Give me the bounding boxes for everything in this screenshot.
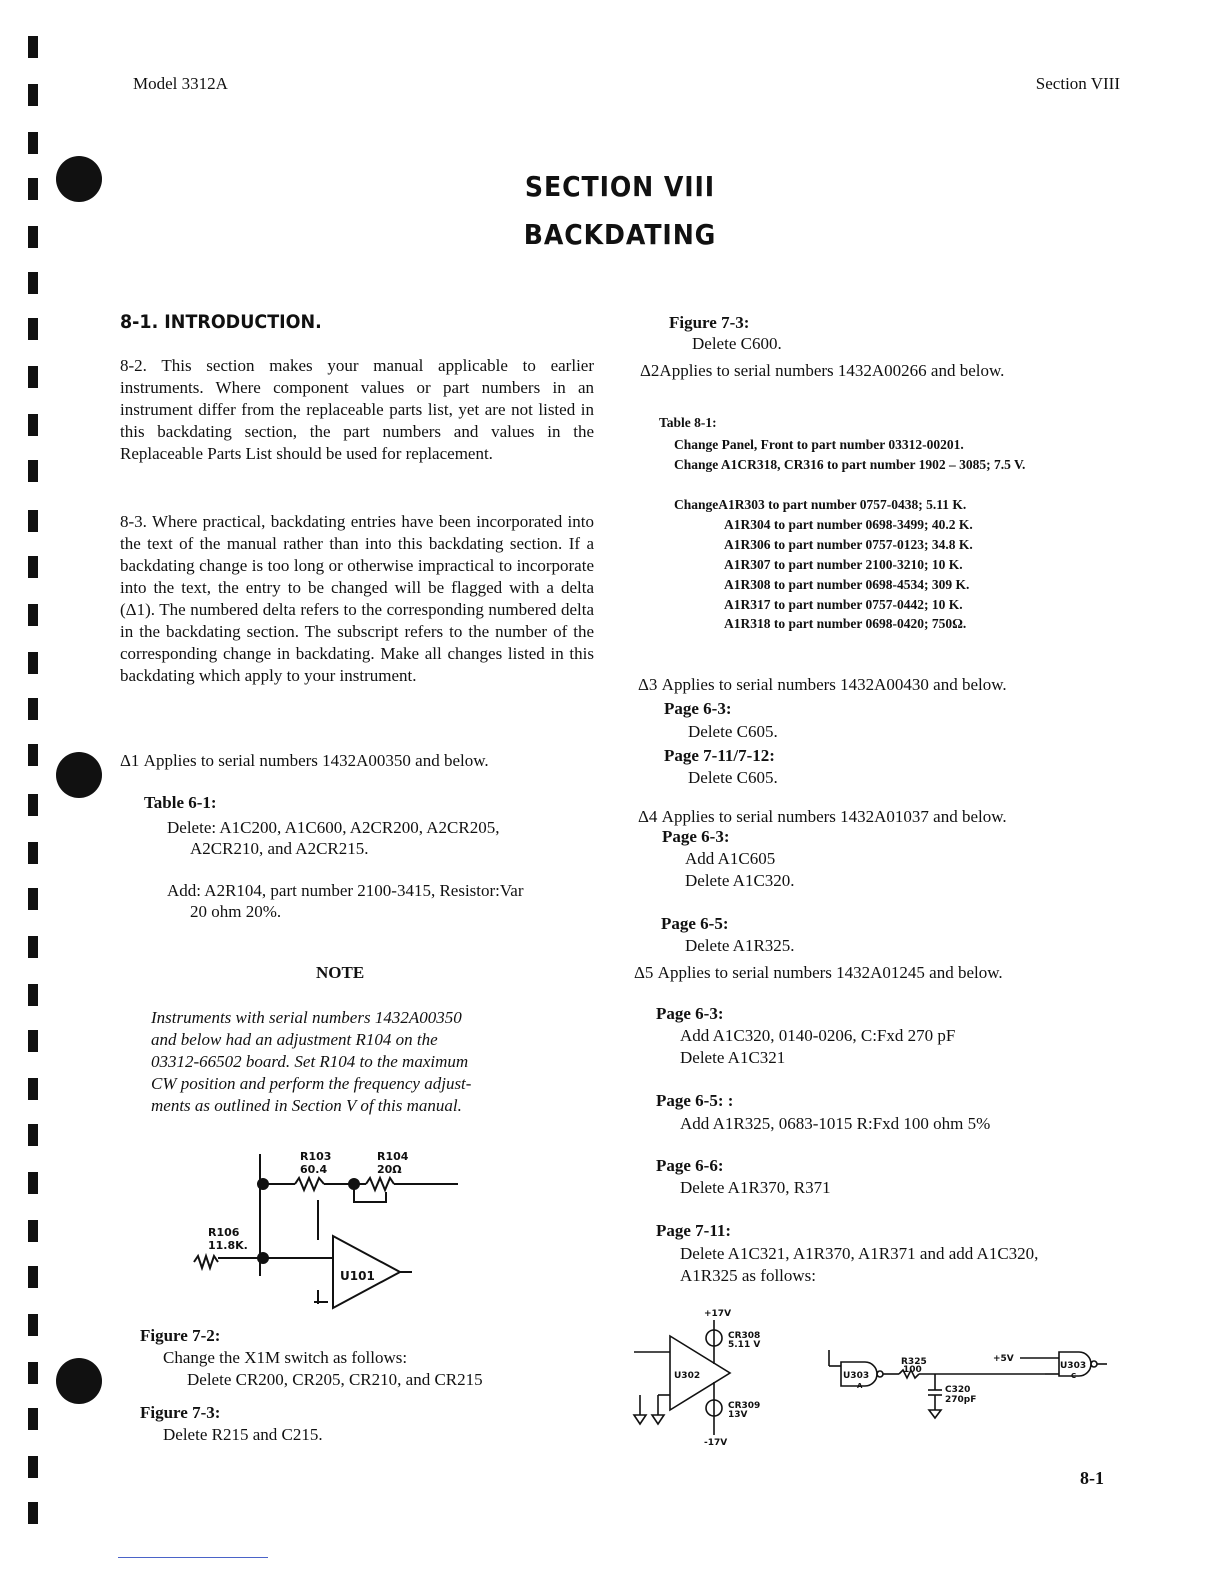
r325-value: 100: [903, 1365, 922, 1375]
punch-hole: [56, 156, 102, 202]
binder-mark: [28, 132, 38, 154]
u101-label: U101: [340, 1269, 375, 1283]
binder-mark: [28, 226, 38, 248]
binder-mark: [28, 652, 38, 674]
section-subtitle: BACKDATING: [523, 218, 717, 251]
cr309-value: 13V: [728, 1410, 748, 1420]
binder-mark: [28, 888, 38, 910]
delta5-page4-line: A1R325 as follows:: [680, 1266, 816, 1285]
delta3-page1: Page 6-3:: [664, 699, 732, 718]
header-section: Section VIII: [1035, 74, 1120, 93]
note-line: ments as outlined in Section V of this manual.: [151, 1096, 462, 1115]
binder-mark: [28, 510, 38, 532]
delta1-add-1: Add: A2R104, part number 2100-3415, Resistor:Var: [167, 881, 524, 900]
delta5-page1-line: Delete A1C321: [680, 1048, 786, 1067]
note-line: 03312-66502 board. Set R104 to the maximum: [151, 1052, 469, 1071]
delta4-page2: Page 6-5:: [661, 914, 729, 933]
delta1-delete-2: A2CR210, and A2CR215.: [190, 839, 369, 858]
binder-mark: [28, 318, 38, 340]
binder-mark: [28, 1078, 38, 1100]
delta2-applies: Δ2Applies to serial numbers 1432A00266 and below.: [640, 361, 1005, 380]
delta5-page4-line: Delete A1C321, A1R370, A1R371 and add A1C320,: [680, 1244, 1039, 1263]
delta5-page3: Page 6-6:: [656, 1156, 724, 1175]
binder-mark: [28, 698, 38, 720]
binder-mark: [28, 984, 38, 1006]
binder-mark: [28, 1172, 38, 1194]
c320-label: C320: [945, 1385, 971, 1395]
binder-mark: [28, 936, 38, 958]
cr308-value: 5.11 V: [728, 1340, 761, 1350]
delta2-line: Change Panel, Front to part number 03312-00201.: [674, 437, 964, 452]
note-line: and below had an adjustment R104 on the: [151, 1030, 438, 1049]
binder-mark: [28, 1266, 38, 1288]
plus17v-label: +17V: [704, 1309, 732, 1319]
binder-mark: [28, 1362, 38, 1384]
delta2-change-line: A1R318 to part number 0698-0420; 750Ω.: [724, 616, 967, 631]
delta4-page1-line: Delete A1C320.: [685, 871, 795, 890]
binder-mark: [28, 1124, 38, 1146]
delta1-delete-1: Delete: A1C200, A1C600, A2CR200, A2CR205,: [167, 818, 500, 837]
delta1-table-ref: Table 6-1:: [144, 793, 217, 812]
u302-schematic: [630, 1300, 780, 1460]
r106-label: R106: [208, 1226, 240, 1239]
binder-mark: [28, 794, 38, 816]
note-line: CW position and perform the frequency adjust-: [151, 1074, 472, 1093]
delta5-page2: Page 6-5: :: [656, 1091, 734, 1110]
u302-label: U302: [674, 1371, 701, 1381]
delta2-change-line: A1R307 to part number 2100-3210; 10 K.: [724, 557, 963, 572]
delta2-table-ref: Table 8-1:: [659, 415, 717, 430]
cr309-label: CR309: [728, 1401, 761, 1411]
note-line: Instruments with serial numbers 1432A00350: [151, 1008, 462, 1027]
binder-mark: [28, 272, 38, 294]
punch-hole: [56, 1358, 102, 1404]
binder-mark: [28, 604, 38, 626]
c320-value: 270pF: [945, 1395, 977, 1405]
intro-paragraph-2: 8-2. This section makes your manual applicable to earlier instruments. Where component values or part numbers in an instrument differ from the replaceable parts list, yet are not listed in this backdating section, the part numbers and values in the Replaceable Parts List should be used for replacement.: [120, 356, 594, 463]
binder-mark: [28, 414, 38, 436]
minus17v-label: -17V: [704, 1438, 728, 1448]
r104-value: 20Ω: [377, 1163, 402, 1176]
fig73a-line: Delete R215 and C215.: [163, 1425, 323, 1444]
delta1-applies: Δ1 Applies to serial numbers 1432A00350 and below.: [120, 751, 489, 770]
delta5-page1: Page 6-3:: [656, 1004, 724, 1023]
r104-label: R104: [377, 1150, 409, 1163]
binder-mark: [28, 1502, 38, 1524]
r104-schematic: [190, 1140, 480, 1320]
fig73a-ref: Figure 7-3:: [140, 1403, 221, 1422]
delta3-applies: Δ3 Applies to serial numbers 1432A00430 and below.: [638, 675, 1007, 694]
r106-value: 11.8K.: [208, 1239, 248, 1252]
delta5-page4: Page 7-11:: [656, 1221, 732, 1240]
delta4-page1: Page 6-3:: [662, 827, 730, 846]
fig73b-ref: Figure 7-3:: [669, 313, 750, 332]
intro-heading: 8-1. INTRODUCTION.: [120, 311, 322, 333]
binder-mark: [28, 556, 38, 578]
delta5-page1-line: Add A1C320, 0140-0206, C:Fxd 270 pF: [680, 1026, 956, 1045]
delta4-page1-line: Add A1C605: [685, 849, 776, 868]
r103-label: R103: [300, 1150, 332, 1163]
binder-mark: [28, 842, 38, 864]
delta5-applies: Δ5 Applies to serial numbers 1432A01245 and below.: [634, 963, 1003, 982]
delta2-change-line: A1R317 to part number 0757-0442; 10 K.: [724, 597, 963, 612]
binder-mark: [28, 460, 38, 482]
u303-schematic: [815, 1340, 1115, 1430]
page-number: 8-1: [1080, 1468, 1104, 1488]
delta2-change-line: A1R304 to part number 0698-3499; 40.2 K.: [724, 517, 973, 532]
plus5v-label: +5V: [993, 1354, 1014, 1364]
delta1-add-2: 20 ohm 20%.: [190, 902, 282, 921]
intro-paragraph-3: 8-3. Where practical, backdating entries have been incorporated into the text of the manual rather than into this backdating section. If a backdating change is too long or otherwise impractical to incorporate into the text, the entry to be changed will be flagged with a delta (Δ1). The numbered delta refers to the corresponding numbered delta in the backdating section. The subscript refers to the number of the corresponding change in backdating. Make all changes listed in this backdating which apply to your instrument.: [120, 512, 594, 685]
delta4-page2-line: Delete A1R325.: [685, 936, 795, 955]
fig72-line-1: Change the X1M switch as follows:: [163, 1348, 408, 1367]
section-title: SECTION VIII: [524, 170, 716, 203]
header-model: Model 3312A: [133, 74, 228, 93]
u303c-label: U303: [1060, 1361, 1087, 1371]
fig73b-line: Delete C600.: [692, 334, 782, 353]
binder-mark: [28, 744, 38, 766]
delta3-page2: Page 7-11/7-12:: [664, 746, 775, 765]
binder-mark: [28, 36, 38, 58]
delta2-change-label: ChangeA1R303 to part number 0757-0438; 5.11 K.: [674, 497, 967, 512]
scan-line: [118, 1557, 268, 1558]
u303a-label: U303: [843, 1371, 870, 1381]
binder-mark: [28, 1408, 38, 1430]
delta3-page1-line: Delete C605.: [688, 722, 778, 741]
binder-mark: [28, 1314, 38, 1336]
delta3-page2-line: Delete C605.: [688, 768, 778, 787]
r325-label: R325: [901, 1357, 927, 1367]
delta2-change-line: A1R306 to part number 0757-0123; 34.8 K.: [724, 537, 973, 552]
cr308-label: CR308: [728, 1331, 761, 1341]
binder-mark: [28, 366, 38, 388]
r103-value: 60.4: [300, 1163, 328, 1176]
fig72-line-2: Delete CR200, CR205, CR210, and CR215: [187, 1370, 483, 1389]
delta2-line: Change A1CR318, CR316 to part number 1902 – 3085; 7.5 V.: [674, 457, 1026, 472]
note-heading: NOTE: [316, 963, 365, 982]
binder-mark: [28, 178, 38, 200]
u303c-sub: C: [1071, 1372, 1077, 1380]
delta2-change-line: A1R308 to part number 0698-4534; 309 K.: [724, 577, 970, 592]
u303a-sub: A: [857, 1382, 863, 1390]
fig72-ref: Figure 7-2:: [140, 1326, 221, 1345]
binder-mark: [28, 84, 38, 106]
punch-hole: [56, 752, 102, 798]
binder-mark: [28, 1456, 38, 1478]
binder-mark: [28, 1030, 38, 1052]
binder-mark: [28, 1220, 38, 1242]
delta5-page2-line: Add A1R325, 0683-1015 R:Fxd 100 ohm 5%: [680, 1114, 991, 1133]
delta4-applies: Δ4 Applies to serial numbers 1432A01037 and below.: [638, 807, 1007, 826]
delta5-page3-line: Delete A1R370, R371: [680, 1178, 831, 1197]
